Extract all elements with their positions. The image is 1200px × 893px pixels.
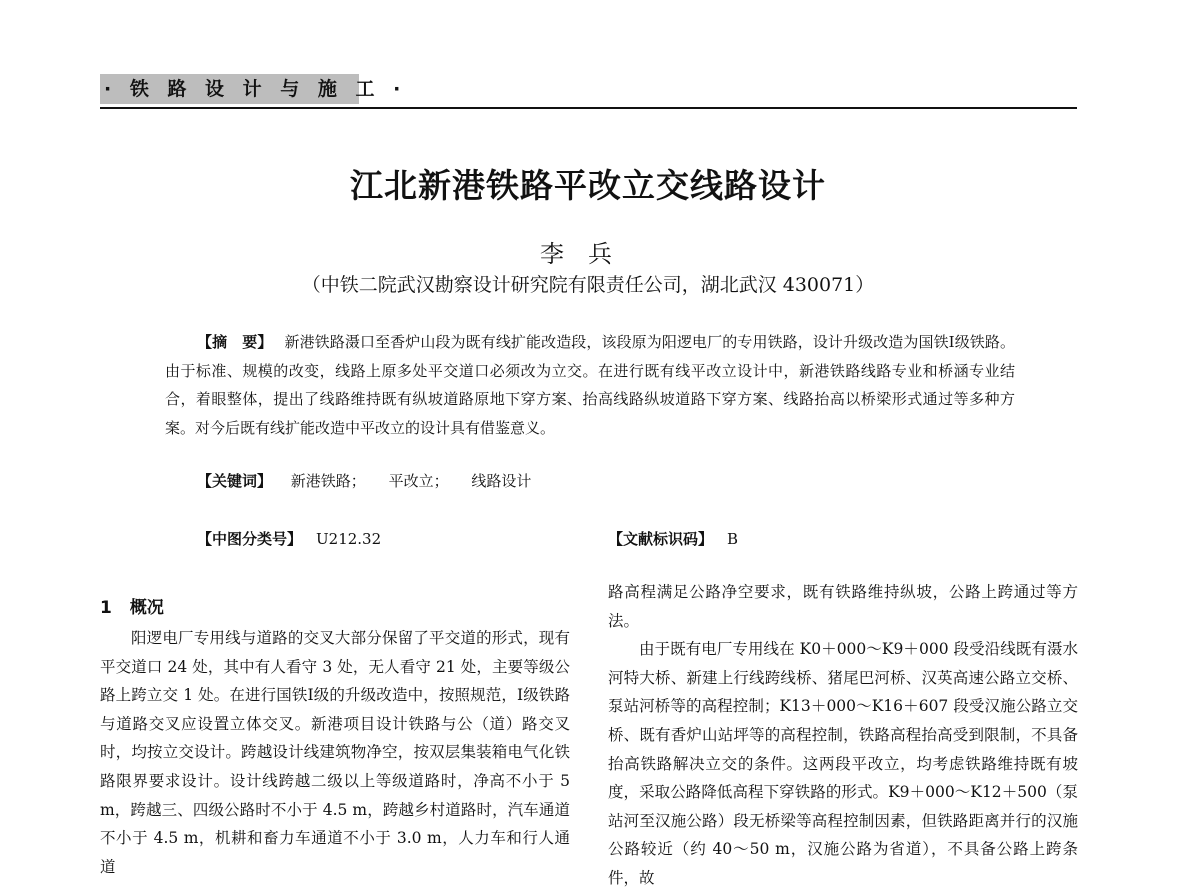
keywords-label: 【关键词】 bbox=[197, 472, 273, 490]
abstract bbox=[165, 328, 1015, 442]
right-column bbox=[608, 578, 1078, 893]
document-code bbox=[608, 528, 738, 549]
keyword: 平改立； bbox=[388, 472, 449, 490]
keywords bbox=[197, 470, 549, 491]
body-paragraph: 由于既有电厂专用线在 K0＋000～K9＋000 段受沿线既有滠水河特大桥、新建上行线跨线桥、猪尾巴河桥、汉英高速公路立交桥、泵站河桥等的高程控制；K13＋000～K16＋607 段受汉施公路立交桥、既有香炉山站坪等的高程控制，铁路高程抬高受到限制，不具备抬高铁路解决立交的条件。这两段平改立，均考虑铁路维持既有坡度，采取公路降低高程下穿铁路的形式。K9＋000～K12＋500（泵站河至汉施公路）段无桥梁等高程控制因素，但铁路距离并行的汉施公路较近（约 40～50 m，汉施公路为省道），不具备公路上跨条件，故 bbox=[608, 640, 1078, 887]
classification-number bbox=[197, 528, 381, 549]
classification-value: U212.32 bbox=[316, 530, 382, 548]
abstract-label: 【摘 要】 bbox=[197, 333, 273, 351]
document-code-label: 【文献标识码】 bbox=[608, 530, 714, 548]
section-heading bbox=[100, 593, 164, 618]
keyword: 线路设计 bbox=[471, 472, 532, 490]
body-paragraph: 路高程满足公路净空要求，既有铁路维持纵坡，公路上跨通过等方法。 bbox=[608, 583, 1078, 630]
abstract-text: 新港铁路滠口至香炉山段为既有线扩能改造段，该段原为阳逻电厂的专用铁路，设计升级改造为国铁Ⅰ级铁路。由于标准、规模的改变，线路上原多处平交道口必须改为立交。在进行既有线平改立设计中，新港铁路线路专业和桥涵专业结合，着眼整体，提出了线路维持既有纵坡道路原地下穿方案、抬高线路纵坡道路下穿方案、线路抬高以桥梁形式通过等多种方案。对今后既有线扩能改造中平改立的设计具有借鉴意义。 bbox=[165, 333, 1015, 437]
document-code-value: B bbox=[727, 530, 739, 548]
header-rule bbox=[100, 107, 1077, 109]
affiliation: （中铁二院武汉勘察设计研究院有限责任公司，湖北武汉 430071） bbox=[301, 274, 875, 296]
author: 李兵 bbox=[540, 240, 636, 268]
keyword: 新港铁路； bbox=[290, 472, 366, 490]
left-column bbox=[100, 624, 570, 881]
classification-label: 【中图分类号】 bbox=[197, 530, 303, 548]
section-number: 1 bbox=[100, 598, 112, 618]
section-title: 概况 bbox=[129, 598, 164, 618]
body-paragraph: 阳逻电厂专用线与道路的交叉大部分保留了平交道的形式，现有平交道口 24 处，其中有人看守 3 处，无人看守 21 处，主要等级公路上跨立交 1 处。在进行国铁Ⅰ级的升级改造中，按照规范，Ⅰ级铁路与道路交叉应设置立体交叉。新港项目设计铁路与公（道）路交叉时，均按立交设计。跨越设计线建筑物净空，按双层集装箱电气化铁路限界要求设计。设计线跨越二级以上等级道路时，净高不小于 5 m，跨越三、四级公路时不小于 4.5 m，跨越乡村道路时，汽车通道不小于 4.5 m，机耕和畜力车通道不小于 3.0 m，人力车和行人通道 bbox=[100, 629, 570, 876]
paper-title: 江北新港铁路平改立交线路设计 bbox=[350, 166, 826, 205]
section-label: · 铁 路 设 计 与 施 工 · bbox=[100, 74, 359, 104]
